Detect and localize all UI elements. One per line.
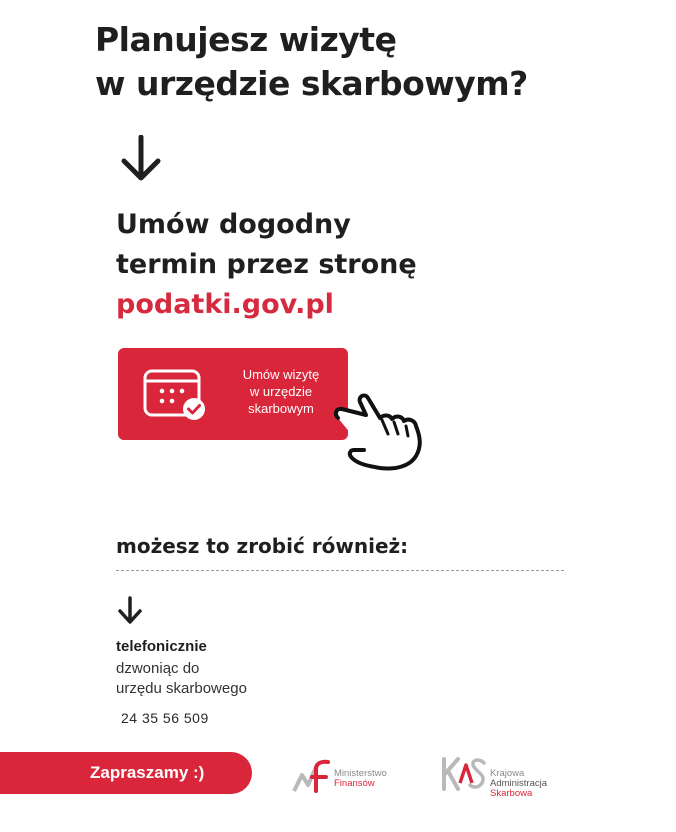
arrow-down-icon	[116, 596, 144, 626]
kas-name-word-2: Administracja	[490, 778, 548, 789]
subheadline	[116, 205, 616, 325]
button-label-line-2: w urzędzie	[249, 384, 313, 399]
dashed-divider	[116, 570, 564, 571]
kas-name-line-2: Skarbowa	[490, 788, 533, 799]
subheadline-line-1: Umów dogodny	[116, 209, 351, 240]
ministry-finance-name	[334, 769, 387, 789]
alternative-heading: możesz to zrobić również:	[116, 534, 409, 558]
ministry-name-line-1: Ministerstwo	[334, 768, 387, 779]
invite-banner: Zapraszamy :)	[0, 752, 252, 794]
subheadline-line-2: termin przez stronę	[116, 249, 417, 280]
website-link[interactable]: podatki.gov.pl	[116, 289, 334, 320]
kas-name-word-1: Krajowa	[490, 768, 525, 779]
phone-method-description	[116, 659, 247, 699]
page-title	[95, 18, 655, 106]
arrow-down-icon	[118, 135, 164, 183]
phone-method-title: telefonicznie	[116, 638, 207, 655]
phone-desc-line-2: urzędu skarbowego	[116, 680, 247, 697]
kas-name	[490, 769, 547, 799]
button-label-line-3: skarbowym	[248, 401, 314, 416]
button-label-line-1: Umów wizytę	[242, 367, 320, 382]
headline-line-1: Planujesz wizytę	[95, 20, 397, 59]
phone-desc-line-1: dzwoniąc do	[116, 660, 200, 677]
headline-line-2: w urzędzie skarbowym?	[95, 64, 528, 103]
ministry-name-line-2: Finansów	[334, 778, 375, 789]
calendar-check-icon	[142, 365, 210, 423]
book-appointment-label	[226, 366, 336, 417]
ministry-finance-logo	[292, 759, 332, 793]
phone-number[interactable]: 24 35 56 509	[121, 710, 209, 726]
pointing-hand-icon	[330, 388, 430, 472]
kas-logo	[440, 755, 488, 793]
